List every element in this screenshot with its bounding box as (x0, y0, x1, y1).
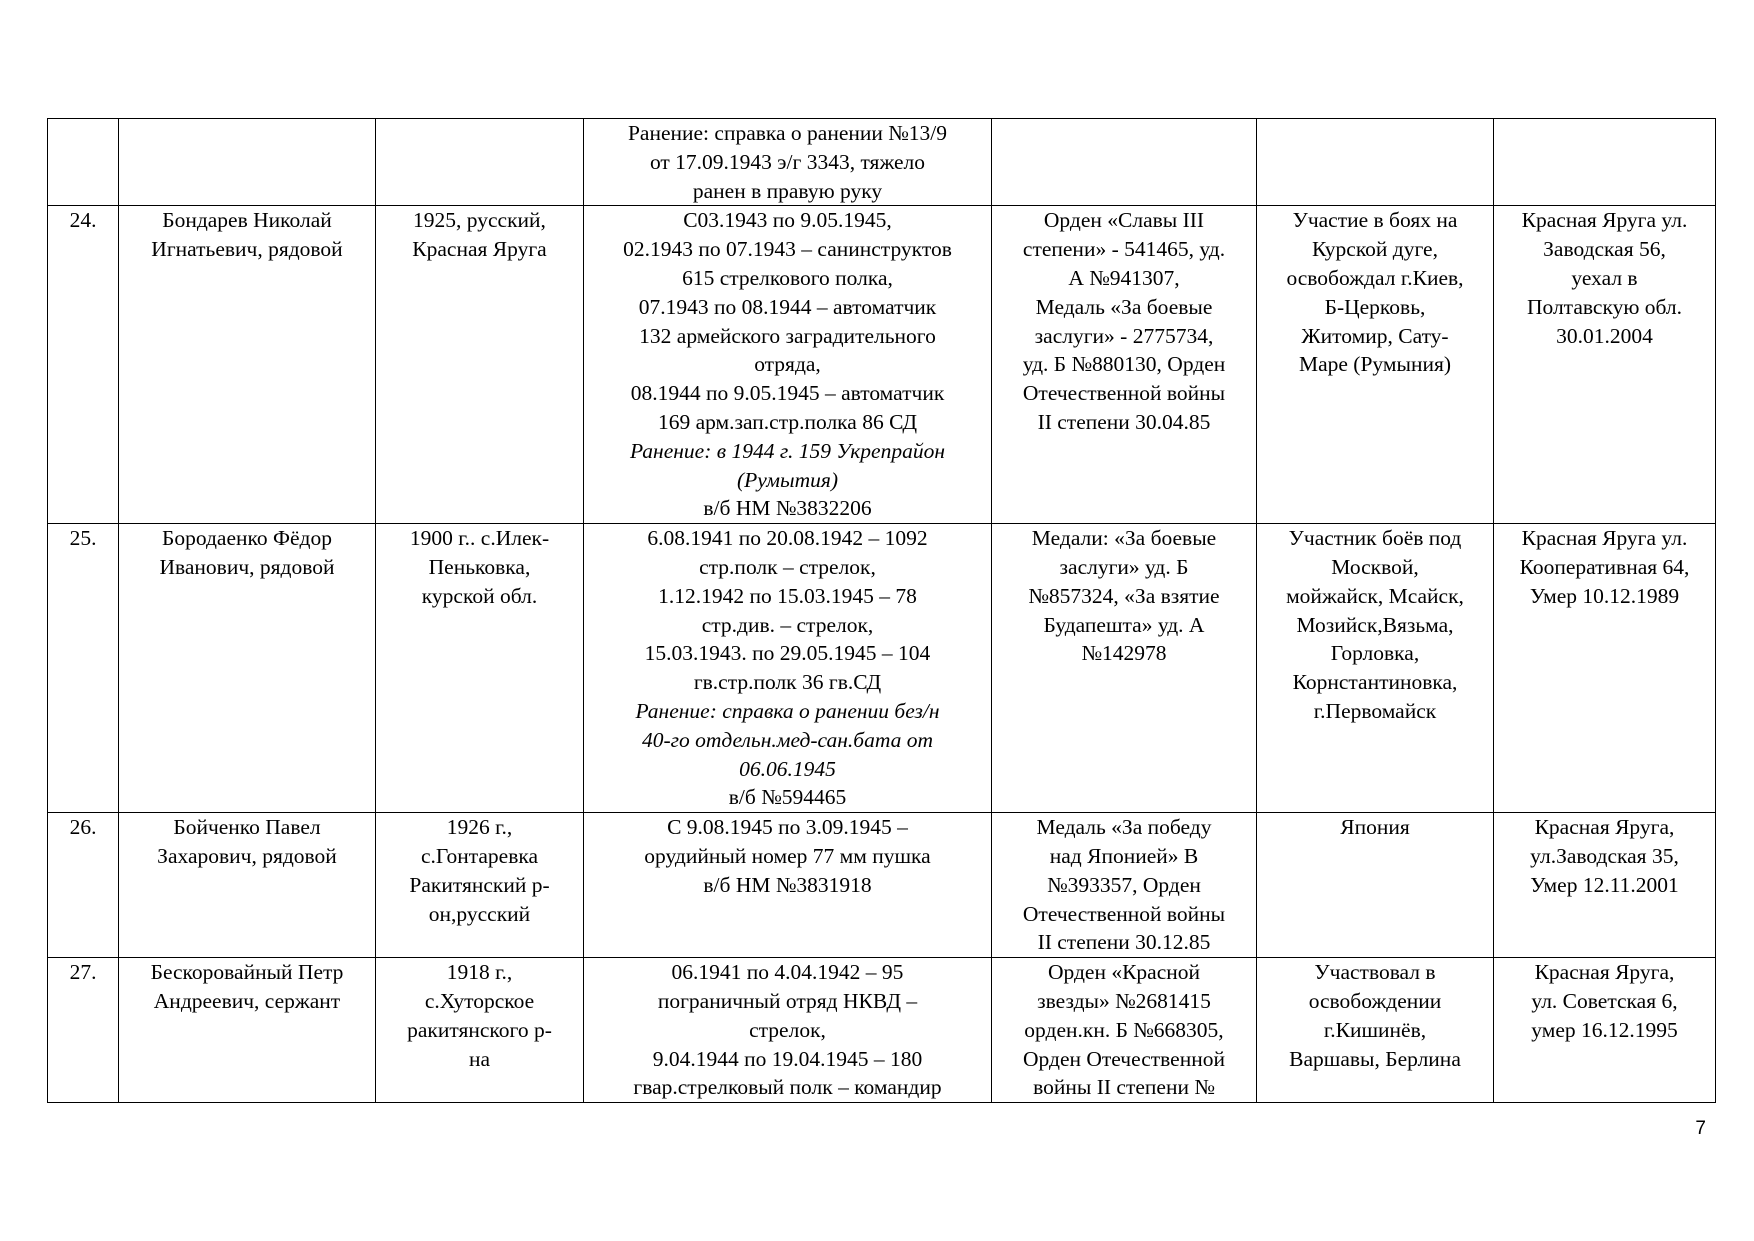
residence-line: Умер 10.12.1989 (1529, 583, 1680, 608)
service-line: 07.1943 по 08.1944 – автоматчик (638, 294, 937, 319)
awards-line: II степени 30.04.85 (1037, 409, 1211, 434)
awards-line: уд. Б №880130, Орден (1022, 352, 1226, 377)
row-number: 25. (69, 526, 97, 551)
name-line: Захарович, рядовой (157, 843, 337, 868)
row-number-cell (48, 206, 119, 524)
name-line: Бойченко Павел (173, 815, 321, 840)
residence-line: умер 16.12.1995 (1531, 1017, 1678, 1042)
service-line: С03.1943 по 9.05.1945, (683, 208, 892, 233)
awards-line: заслуги» - 2775734, (1034, 323, 1214, 348)
service-line: 132 армейского заградительного (639, 323, 936, 348)
awards-line: степени» - 541465, уд. (1022, 237, 1226, 262)
service-line: стрелок, (749, 1017, 826, 1042)
name-cell (119, 958, 376, 1103)
residence-line: Полтавскую обл. (1526, 294, 1683, 319)
service-line: 615 стрелкового полка, (682, 265, 893, 290)
service-line: 02.1943 по 07.1943 – санинструктов (623, 237, 952, 262)
table-row (48, 813, 1716, 958)
residence-cell (1494, 206, 1716, 524)
table-row (48, 206, 1716, 524)
awards-line: Орден «Славы III (1043, 208, 1205, 233)
awards-line: орден.кн. Б №668305, (1024, 1017, 1224, 1042)
service-line: 6.08.1941 по 20.08.1942 – 1092 (647, 526, 928, 551)
service-line: в/б НМ №3831918 (703, 872, 872, 897)
battles-line: Участвовал в (1314, 960, 1436, 985)
row-number-cell (48, 119, 119, 206)
service-cell (584, 524, 992, 813)
service-cell (584, 206, 992, 524)
battles-cell (1257, 119, 1494, 206)
awards-cell (992, 524, 1257, 813)
table-row (48, 119, 1716, 206)
row-number-cell (48, 958, 119, 1103)
table-row (48, 524, 1716, 813)
battles-line: г.Кишинёв, (1323, 1017, 1427, 1042)
battles-line: мойжайск, Мсайск, (1286, 583, 1464, 608)
service-line: орудийный номер 77 мм пушка (644, 843, 931, 868)
name-cell (119, 524, 376, 813)
awards-line: Отечественной войны (1022, 381, 1226, 406)
birth-cell (376, 119, 584, 206)
awards-cell (992, 813, 1257, 958)
name-line: Андреевич, сержант (153, 988, 341, 1013)
battles-line: Москвой, (1331, 554, 1419, 579)
awards-cell (992, 206, 1257, 524)
battles-line: Б-Церковь, (1324, 294, 1426, 319)
awards-line: №142978 (1081, 641, 1167, 666)
name-line: Бородаенко Фёдор (162, 526, 332, 551)
row-number-cell (48, 524, 119, 813)
name-cell (119, 119, 376, 206)
battles-line: Курской дуге, (1312, 237, 1438, 262)
residence-line: 30.01.2004 (1556, 323, 1653, 348)
service-line: гв.стр.полк 36 гв.СД (693, 670, 882, 695)
service-line: 15.03.1943. по 29.05.1945 – 104 (644, 641, 931, 666)
battles-line: Участник боёв под (1288, 526, 1462, 551)
table-row (48, 958, 1716, 1103)
awards-cell (992, 958, 1257, 1103)
residence-line: Красная Яруга ул. (1521, 208, 1688, 233)
veterans-table (47, 118, 1716, 1103)
battles-line: Корнстантиновка, (1292, 670, 1458, 695)
battles-line: Япония (1340, 815, 1410, 840)
birth-line: 1900 г.. с.Илек- (409, 526, 550, 551)
service-line: гвар.стрелковый полк – командир (633, 1075, 942, 1100)
name-cell (119, 813, 376, 958)
birth-line: Красная Яруга (412, 237, 547, 262)
residence-cell (1494, 524, 1716, 813)
name-line: Бондарев Николай (162, 208, 332, 233)
battles-cell (1257, 958, 1494, 1103)
awards-line: Медали: «За боевые (1031, 526, 1217, 551)
awards-line: Медаль «За победу (1036, 815, 1212, 840)
service-line: 1.12.1942 по 15.03.1945 – 78 (658, 583, 917, 608)
awards-line: Будапешта» уд. А (1043, 612, 1205, 637)
awards-line: II степени 30.12.85 (1037, 930, 1211, 955)
service-line: 08.1944 по 9.05.1945 – автоматчик (630, 381, 945, 406)
residence-cell (1494, 813, 1716, 958)
awards-line: звезды» №2681415 (1037, 988, 1211, 1013)
residence-line: Красная Яруга, (1534, 960, 1675, 985)
service-line: Ранение: справка о ранении без/н (635, 698, 940, 723)
row-number: 27. (69, 960, 97, 985)
name-line: Иванович, рядовой (159, 554, 335, 579)
row-number: 26. (69, 815, 97, 840)
battles-line: Житомир, Сату- (1301, 323, 1449, 348)
birth-line: 1918 г., (446, 960, 513, 985)
birth-line: с.Хуторское (424, 988, 535, 1013)
service-line: от 17.09.1943 э/г 3343, тяжело (649, 149, 926, 174)
service-line: (Румытия) (736, 467, 838, 492)
awards-line: заслуги» уд. Б (1059, 554, 1189, 579)
name-line: Игнатьевич, рядовой (151, 237, 343, 262)
row-number: 24. (69, 208, 97, 233)
awards-line: над Японией» В (1049, 843, 1199, 868)
awards-line: войны II степени № (1033, 1075, 1215, 1100)
service-cell (584, 119, 992, 206)
name-cell (119, 206, 376, 524)
service-line: Ранение: в 1944 г. 159 Укрепрайон (629, 438, 946, 463)
battles-line: Маре (Румыния) (1298, 352, 1452, 377)
battles-line: освобождении (1308, 988, 1442, 1013)
service-line: 06.06.1945 (739, 756, 836, 781)
awards-line: А №941307, (1068, 265, 1180, 290)
row-number-cell (48, 813, 119, 958)
birth-cell (376, 206, 584, 524)
birth-line: с.Гонтаревка (420, 843, 539, 868)
awards-line: №393357, Орден (1047, 872, 1201, 897)
battles-line: освобождал г.Киев, (1286, 265, 1464, 290)
battles-cell (1257, 813, 1494, 958)
service-line: 9.04.1944 по 19.04.1945 – 180 (652, 1046, 923, 1071)
residence-line: Умер 12.11.2001 (1530, 872, 1679, 897)
birth-line: курской обл. (421, 583, 538, 608)
service-line: отряда, (754, 352, 821, 377)
residence-line: Заводская 56, (1543, 237, 1666, 262)
name-line: Бескоровайный Петр (150, 960, 344, 985)
residence-line: ул. Советская 6, (1531, 988, 1678, 1013)
service-line: 40-го отдельн.мед-сан.бата от (641, 727, 934, 752)
birth-line: он,русский (428, 901, 531, 926)
service-line: 06.1941 по 4.04.1942 – 95 (671, 960, 904, 985)
page-number: 7 (1695, 1118, 1706, 1139)
battles-line: Горловка, (1330, 641, 1420, 666)
battles-line: Участие в боях на (1292, 208, 1458, 233)
residence-line: Красная Яруга, (1534, 815, 1675, 840)
service-line: стр.див. – стрелок, (701, 612, 874, 637)
service-cell (584, 958, 992, 1103)
service-line: ранен в правую руку (692, 178, 883, 203)
service-line: пограничный отряд НКВД – (657, 988, 918, 1013)
awards-line: Орден Отечественной (1023, 1046, 1225, 1071)
birth-line: 1926 г., (446, 815, 513, 840)
residence-cell (1494, 958, 1716, 1103)
service-cell (584, 813, 992, 958)
birth-cell (376, 958, 584, 1103)
battles-line: г.Первомайск (1313, 698, 1437, 723)
residence-line: ул.Заводская 35, (1530, 843, 1679, 868)
service-line: Ранение: справка о ранении №13/9 (627, 121, 948, 145)
birth-line: Ракитянский р- (409, 872, 550, 897)
awards-line: №857324, «За взятие (1028, 583, 1220, 608)
awards-cell (992, 119, 1257, 206)
residence-line: Красная Яруга ул. (1521, 526, 1688, 551)
battles-line: Варшавы, Берлина (1289, 1046, 1461, 1071)
residence-line: Кооперативная 64, (1519, 554, 1690, 579)
residence-cell (1494, 119, 1716, 206)
battles-cell (1257, 524, 1494, 813)
birth-line: 1925, русский, (413, 208, 546, 233)
birth-cell (376, 524, 584, 813)
service-line: в/б НМ №3832206 (703, 496, 872, 521)
service-line: стр.полк – стрелок, (699, 554, 876, 579)
service-line: 169 арм.зап.стр.полка 86 СД (657, 409, 918, 434)
battles-line: Мозийск,Вязьма, (1296, 612, 1454, 637)
service-line: С 9.08.1945 по 3.09.1945 – (667, 815, 908, 840)
awards-line: Отечественной войны (1022, 901, 1226, 926)
residence-line: уехал в (1571, 265, 1638, 290)
birth-line: на (468, 1046, 491, 1071)
awards-line: Медаль «За боевые (1035, 294, 1213, 319)
awards-line: Орден «Красной (1047, 960, 1201, 985)
birth-cell (376, 813, 584, 958)
birth-line: Пеньковка, (428, 554, 531, 579)
battles-cell (1257, 206, 1494, 524)
birth-line: ракитянского р- (407, 1017, 552, 1042)
service-line: в/б №594465 (728, 785, 847, 810)
table-body (48, 119, 1716, 1103)
